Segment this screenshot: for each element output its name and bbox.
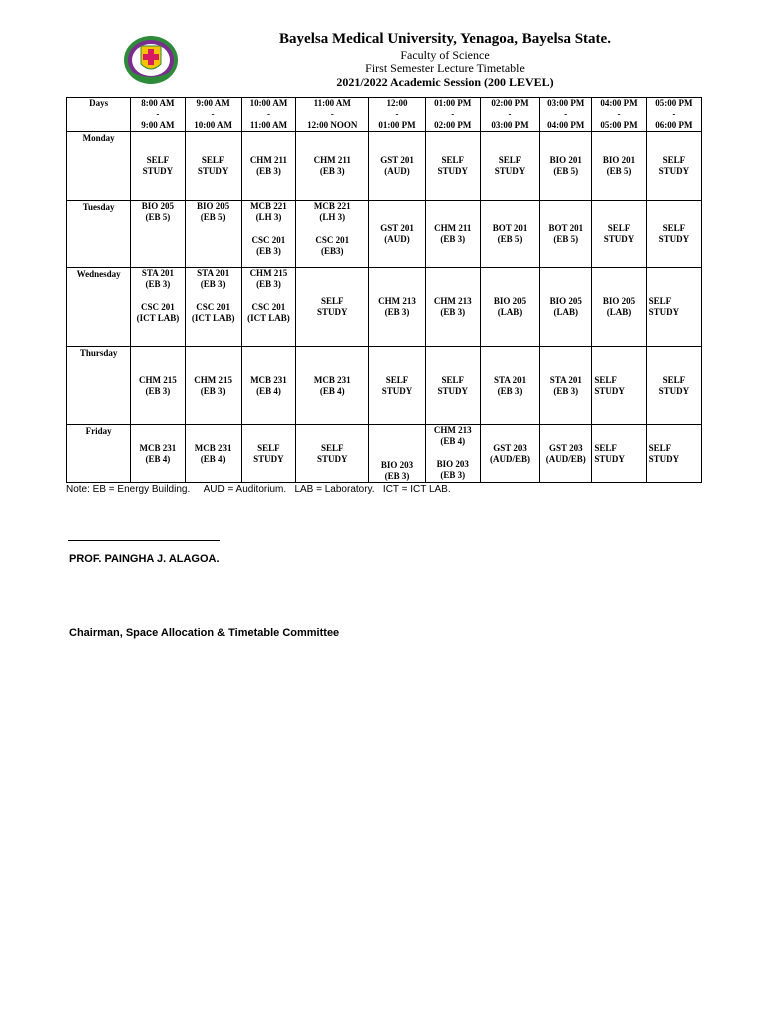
course-code: MCB 231 — [194, 442, 232, 453]
course-code: SELF — [320, 296, 344, 306]
time-slot-start: 12:00 — [386, 98, 408, 108]
course-venue: STUDY — [658, 166, 690, 176]
course-venue: (EB 3) — [145, 279, 171, 289]
course-code: GST 203 — [493, 442, 527, 453]
timetable-cell — [480, 132, 539, 201]
academic-session: 2021/2022 Academic Session (200 LEVEL) — [336, 75, 554, 89]
course-venue: STUDY — [437, 166, 469, 176]
timetable-cell — [241, 425, 295, 483]
course-code: BIO 205 — [602, 296, 636, 306]
course-code: CHM 213 — [433, 425, 472, 435]
cell-spacer — [244, 290, 293, 302]
time-slot-end: 03:00 PM — [491, 120, 529, 130]
university-crest-icon — [122, 34, 180, 86]
timetable-cell — [185, 347, 241, 425]
course-venue: (EB 3) — [440, 470, 466, 480]
course-code: MCB 221 — [250, 201, 287, 211]
course-code: SELF — [594, 374, 617, 385]
timetable-cell — [540, 201, 592, 268]
timetable-cell — [296, 347, 369, 425]
course-code: SELF — [662, 155, 686, 165]
course-code: CSC 201 — [251, 302, 286, 312]
course-venue: (EB 4) — [319, 385, 345, 396]
timetable-cell — [646, 425, 701, 483]
timetable-cell — [369, 347, 425, 425]
course-code: CHM 213 — [433, 296, 472, 306]
course-venue: STUDY — [658, 385, 690, 396]
course-venue: (LAB) — [606, 307, 632, 317]
time-slot-sep: - — [508, 109, 512, 119]
course-code: CHM 215 — [139, 374, 177, 385]
timetable-cell — [185, 425, 241, 483]
timetable-cell — [369, 425, 425, 483]
cell-spacer — [133, 290, 182, 302]
time-slot-start: 8:00 AM — [141, 98, 175, 108]
time-slot-end: 02:00 PM — [434, 120, 472, 130]
timetable-cell — [369, 201, 425, 268]
course-code: SELF — [648, 296, 672, 306]
course-venue: (AUD) — [384, 234, 410, 244]
course-venue: (EB 3) — [384, 471, 410, 481]
course-code: BOT 201 — [492, 223, 528, 233]
time-slot-start: 10:00 AM — [249, 98, 288, 108]
day-label: Thursday — [67, 347, 131, 425]
course-code: SELF — [441, 155, 465, 165]
time-slot-end: 11:00 AM — [249, 120, 288, 130]
course-code: GST 201 — [380, 223, 414, 233]
timetable-cell — [241, 347, 295, 425]
course-venue: (EB 4) — [256, 385, 281, 396]
timetable-cell — [296, 268, 369, 347]
course-code: SELF — [385, 374, 409, 385]
timetable-cell — [480, 425, 539, 483]
timetable-cell — [185, 268, 241, 347]
course-venue: (EB 3) — [553, 385, 579, 396]
timetable-cell — [185, 201, 241, 268]
course-venue: (EB 3) — [440, 234, 466, 244]
time-slot-sep: - — [395, 109, 399, 119]
course-code: SELF — [257, 442, 280, 453]
course-code: BIO 203 — [380, 460, 414, 470]
course-code: GST 203 — [549, 442, 583, 453]
course-venue: (LH 3) — [255, 212, 282, 222]
course-code: STA 201 — [549, 374, 582, 385]
time-slot-end: 04:00 PM — [547, 120, 585, 130]
course-code: BIO 201 — [602, 155, 636, 165]
time-slot-header — [185, 98, 241, 132]
course-code: CHM 211 — [249, 155, 288, 165]
document-header — [240, 30, 650, 89]
course-venue: (ICT LAB) — [136, 313, 180, 323]
course-code: BIO 203 — [436, 459, 469, 469]
time-slot-sep: - — [451, 109, 455, 119]
course-venue: (EB 5) — [553, 166, 579, 176]
time-slot-start: 01:00 PM — [434, 98, 472, 108]
course-code: GST 201 — [380, 155, 414, 165]
course-venue: (EB 3) — [200, 279, 226, 289]
timetable-cell — [185, 132, 241, 201]
course-venue: (AUD/EB) — [545, 453, 586, 464]
abbreviation-note: Note: EB = Energy Building. AUD = Auditorium. LAB = Laboratory. ICT = ICT LAB. — [66, 484, 451, 495]
timetable-table — [66, 97, 702, 483]
cell-spacer — [244, 223, 293, 235]
course-code: STA 201 — [197, 268, 230, 278]
course-code: SELF — [662, 374, 686, 385]
course-venue: STUDY — [648, 453, 680, 464]
timetable-cell — [592, 201, 646, 268]
course-venue: (EB 5) — [200, 212, 226, 222]
course-venue: (EB 3) — [256, 166, 281, 176]
time-slot-end: 06:00 PM — [655, 120, 693, 130]
cell-spacer — [428, 447, 478, 459]
course-code: SELF — [320, 442, 344, 453]
timetable-cell — [425, 268, 480, 347]
day-row — [67, 268, 702, 347]
timetable-cell — [296, 425, 369, 483]
course-venue: (EB 3) — [256, 279, 281, 289]
course-code: MCB 221 — [313, 201, 351, 211]
course-venue: STUDY — [253, 453, 284, 464]
time-slot-header — [480, 98, 539, 132]
time-slot-sep: - — [330, 109, 334, 119]
time-slot-start: 04:00 PM — [600, 98, 638, 108]
faculty-name: Faculty of Science — [400, 48, 490, 62]
header-row — [67, 98, 702, 132]
time-slot-start: 02:00 PM — [491, 98, 529, 108]
time-slot-sep: - — [617, 109, 621, 119]
course-venue: STUDY — [594, 385, 625, 396]
course-venue: (EB 3) — [256, 246, 281, 256]
course-code: SELF — [146, 155, 170, 165]
time-slot-end: 05:00 PM — [600, 120, 638, 130]
course-code: CHM 211 — [313, 155, 351, 165]
course-venue: STUDY — [197, 166, 229, 176]
course-venue: (ICT LAB) — [191, 313, 235, 323]
course-code: CSC 201 — [196, 302, 231, 312]
course-venue: STUDY — [494, 166, 526, 176]
timetable-cell — [592, 425, 646, 483]
course-venue: (EB 3) — [319, 166, 345, 176]
course-code: CSC 201 — [315, 235, 350, 245]
timetable-cell — [540, 347, 592, 425]
course-code: CHM 211 — [434, 223, 472, 233]
time-slot-end: 9:00 AM — [141, 120, 175, 130]
cell-spacer — [188, 290, 239, 302]
timetable-cell — [540, 268, 592, 347]
timetable-cell — [131, 201, 185, 268]
course-venue: (EB 5) — [145, 212, 171, 222]
course-venue: (EB 3) — [440, 307, 466, 317]
timetable-cell — [646, 132, 701, 201]
course-venue: (EB3) — [320, 246, 344, 256]
timetable-cell — [296, 132, 369, 201]
day-row — [67, 132, 702, 201]
timetable-cell — [646, 347, 701, 425]
timetable-cell — [369, 132, 425, 201]
course-code: MCB 231 — [313, 374, 351, 385]
time-slot-header — [646, 98, 701, 132]
timetable-cell — [241, 132, 295, 201]
timetable-cell — [131, 347, 185, 425]
timetable-cell — [592, 268, 646, 347]
day-label: Tuesday — [67, 201, 131, 268]
timetable-cell — [296, 201, 369, 268]
signatory-role: Chairman, Space Allocation & Timetable Committee — [69, 627, 340, 639]
timetable-cell — [241, 201, 295, 268]
course-venue: STUDY — [603, 234, 635, 244]
course-code: SELF — [594, 442, 617, 453]
course-venue: (LAB) — [553, 307, 579, 317]
time-slot-sep: - — [156, 109, 160, 119]
timetable-cell — [480, 201, 539, 268]
day-row — [67, 347, 702, 425]
course-venue: (LAB) — [497, 307, 523, 317]
course-venue: (EB 4) — [145, 453, 171, 464]
timetable-title: First Semester Lecture Timetable — [365, 61, 525, 75]
course-code: MCB 231 — [139, 442, 177, 453]
course-code: BIO 201 — [549, 155, 582, 165]
timetable-cell — [131, 132, 185, 201]
timetable-cell — [425, 201, 480, 268]
time-slot-header — [592, 98, 646, 132]
course-code: BOT 201 — [548, 223, 584, 233]
time-slot-start: 05:00 PM — [655, 98, 693, 108]
course-venue: (AUD/EB) — [490, 453, 531, 464]
timetable-cell — [480, 268, 539, 347]
timetable-cell — [425, 425, 480, 483]
time-slot-sep: - — [564, 109, 568, 119]
time-slot-end: 12:00 NOON — [307, 120, 358, 130]
course-code: STA 201 — [494, 374, 527, 385]
course-venue: STUDY — [594, 453, 625, 464]
signature-line — [68, 540, 220, 541]
course-code: CSC 201 — [251, 235, 286, 245]
time-slot-header — [296, 98, 369, 132]
course-code: BIO 205 — [141, 201, 175, 211]
day-label: Friday — [67, 425, 131, 483]
time-slot-start: 9:00 AM — [196, 98, 230, 108]
course-venue: (EB 4) — [200, 453, 226, 464]
course-code: SELF — [201, 155, 225, 165]
time-slot-header — [131, 98, 185, 132]
cell-spacer — [298, 223, 366, 235]
course-code: BIO 205 — [197, 201, 230, 211]
course-code: SELF — [498, 155, 522, 165]
course-venue: (EB 3) — [145, 385, 171, 396]
signatory-name: PROF. PAINGHA J. ALAGOA. — [69, 553, 220, 565]
course-venue: (EB 5) — [553, 234, 579, 244]
course-venue: (EB 4) — [440, 436, 466, 446]
time-slot-sep: - — [672, 109, 676, 119]
course-code: CSC 201 — [141, 302, 175, 312]
timetable-cell — [592, 132, 646, 201]
time-slot-start: 11:00 AM — [313, 98, 351, 108]
timetable-cell — [369, 268, 425, 347]
course-venue: STUDY — [142, 166, 174, 176]
timetable-cell — [540, 425, 592, 483]
time-slot-header — [540, 98, 592, 132]
timetable-cell — [131, 425, 185, 483]
course-venue: (EB 3) — [497, 385, 523, 396]
days-header: Days — [67, 98, 131, 132]
course-venue: (ICT LAB) — [247, 313, 290, 323]
time-slot-end: 01:00 PM — [378, 120, 416, 130]
time-slot-header — [425, 98, 480, 132]
course-venue: STUDY — [648, 307, 680, 317]
time-slot-header — [369, 98, 425, 132]
timetable-cell — [241, 268, 295, 347]
timetable-cell — [425, 347, 480, 425]
timetable-cell — [540, 132, 592, 201]
time-slot-sep: - — [211, 109, 215, 119]
day-row — [67, 425, 702, 483]
course-code: CHM 215 — [249, 268, 288, 278]
course-venue: STUDY — [381, 385, 413, 396]
course-venue: (LH 3) — [319, 212, 346, 222]
course-venue: (EB 5) — [606, 166, 632, 176]
day-label: Wednesday — [67, 268, 131, 347]
timetable-cell — [646, 268, 701, 347]
time-slot-end: 10:00 AM — [194, 120, 233, 130]
time-slot-sep: - — [266, 109, 270, 119]
day-label: Monday — [67, 132, 131, 201]
course-code: CHM 213 — [378, 296, 416, 306]
timetable-cell — [131, 268, 185, 347]
course-code: CHM 215 — [194, 374, 233, 385]
course-venue: (EB 3) — [200, 385, 226, 396]
course-venue: STUDY — [316, 307, 348, 317]
university-name: Bayelsa Medical University, Yenagoa, Bayelsa State. — [279, 31, 611, 47]
time-slot-header — [241, 98, 295, 132]
course-code: SELF — [441, 374, 465, 385]
day-row — [67, 201, 702, 268]
course-venue: STUDY — [316, 453, 348, 464]
course-venue: STUDY — [437, 385, 469, 396]
course-code: BIO 205 — [549, 296, 582, 306]
course-code: SELF — [607, 223, 631, 233]
time-slot-start: 03:00 PM — [547, 98, 585, 108]
timetable-cell — [480, 347, 539, 425]
timetable-cell — [425, 132, 480, 201]
course-code: SELF — [648, 442, 672, 453]
course-code: BIO 205 — [493, 296, 527, 306]
timetable-cell — [592, 347, 646, 425]
course-code: MCB 231 — [250, 374, 287, 385]
course-venue: STUDY — [658, 234, 690, 244]
course-venue: (EB 5) — [497, 234, 523, 244]
timetable-cell — [646, 201, 701, 268]
course-code: SELF — [662, 223, 686, 233]
course-venue: (AUD) — [384, 166, 410, 176]
course-venue: (EB 3) — [384, 307, 410, 317]
course-code: STA 201 — [141, 268, 174, 278]
